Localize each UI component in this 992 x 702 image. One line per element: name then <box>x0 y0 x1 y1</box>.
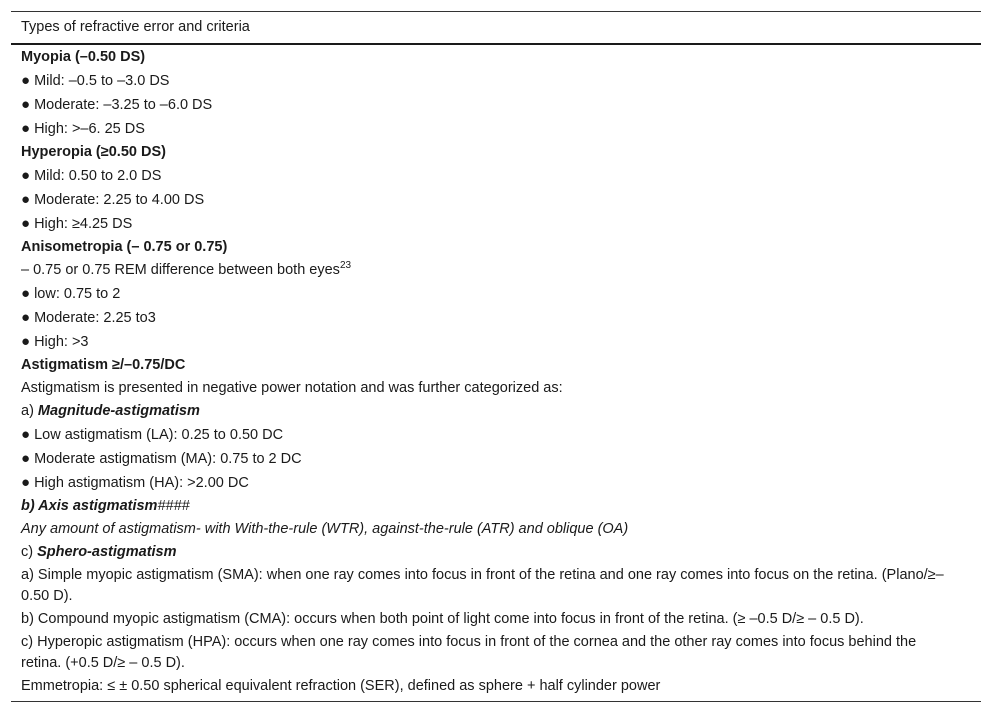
axis-astigmatism-heading: b) Axis astigmatism#### <box>21 498 190 514</box>
bullet-icon: ● <box>21 474 31 491</box>
emmetropia-row: Emmetropia: ≤ ± 0.50 spherical equivalent refraction (SER), defined as sphere + half cylinder power <box>21 678 661 694</box>
bullet-icon: ● <box>21 450 31 467</box>
bullet-icon: ● <box>21 215 31 232</box>
bullet-icon: ● <box>21 309 31 326</box>
refractive-error-table <box>11 11 981 702</box>
anisometropia-description: – 0.75 or 0.75 REM difference between both eyes$^{23}$ <box>21 260 352 278</box>
list-item: ● Mild: 0.50 to 2.0 DS <box>21 167 162 184</box>
axis-astigmatism-description: Any amount of astigmatism- with With-the-rule (WTR), against-the-rule (ATR) and oblique (OA) <box>21 521 629 537</box>
bullet-icon: ● <box>21 167 31 184</box>
list-item: ● High: ≥4.25 DS <box>21 215 133 232</box>
anisometropia-heading: Anisometropia (– 0.75 or 0.75) <box>21 239 228 255</box>
bullet-icon: ● <box>21 96 31 113</box>
bullet-icon: ● <box>21 426 31 443</box>
bullet-icon: ● <box>21 333 31 350</box>
table-body <box>11 45 981 698</box>
myopia-heading: Myopia (–0.50 DS) <box>21 49 146 65</box>
list-item: ● Moderate: 2.25 to3 <box>21 309 156 326</box>
hyperopia-heading: Hyperopia (≥0.50 DS) <box>21 144 166 160</box>
bullet-icon: ● <box>21 72 31 89</box>
list-item: ● Moderate: –3.25 to –6.0 DS <box>21 96 213 113</box>
astigmatism-intro: Astigmatism is presented in negative power notation and was further categorized as: <box>21 380 563 396</box>
list-item: ● High: >–6. 25 DS <box>21 120 145 137</box>
bullet-icon: ● <box>21 120 31 137</box>
list-item: ● High astigmatism (HA): >2.00 DC <box>21 474 249 491</box>
sphero-item-sma: a) Simple myopic astigmatism (SMA): when one ray comes into focus in front of the retina and one ray comes into focus on the retina. (Plano/≥– 0.50 D). <box>21 567 944 604</box>
reference-superscript: 23 <box>339 260 352 272</box>
list-item: ● High: >3 <box>21 333 89 350</box>
list-item: ● Low astigmatism (LA): 0.25 to 0.50 DC <box>21 426 284 443</box>
magnitude-astigmatism-heading: a) Magnitude-astigmatism <box>21 403 200 419</box>
sphero-item-cma: b) Compound myopic astigmatism (CMA): occurs when both point of light come into focus in front of the retina. (≥ –0.5 D/≥ – 0.5 D). <box>21 611 864 627</box>
sphero-astigmatism-heading: c) Sphero-astigmatism <box>21 544 177 560</box>
list-item: ● low: 0.75 to 2 <box>21 285 121 302</box>
list-item: ● Moderate: 2.25 to 4.00 DS <box>21 191 205 208</box>
sphero-item-hpa: c) Hyperopic astigmatism (HPA): occurs when one ray comes into focus in front of the cornea and the other ray comes into focus behind the retina. (+0.5 D/≥ – 0.5 D). <box>21 634 917 671</box>
table-header: Types of refractive error and criteria <box>11 12 981 45</box>
list-item: ● Moderate astigmatism (MA): 0.75 to 2 DC <box>21 450 302 467</box>
bullet-icon: ● <box>21 191 31 208</box>
bullet-icon: ● <box>21 285 31 302</box>
list-item: ● Mild: –0.5 to –3.0 DS <box>21 72 170 89</box>
astigmatism-heading: Astigmatism ≥/–0.75/DC <box>21 357 186 373</box>
